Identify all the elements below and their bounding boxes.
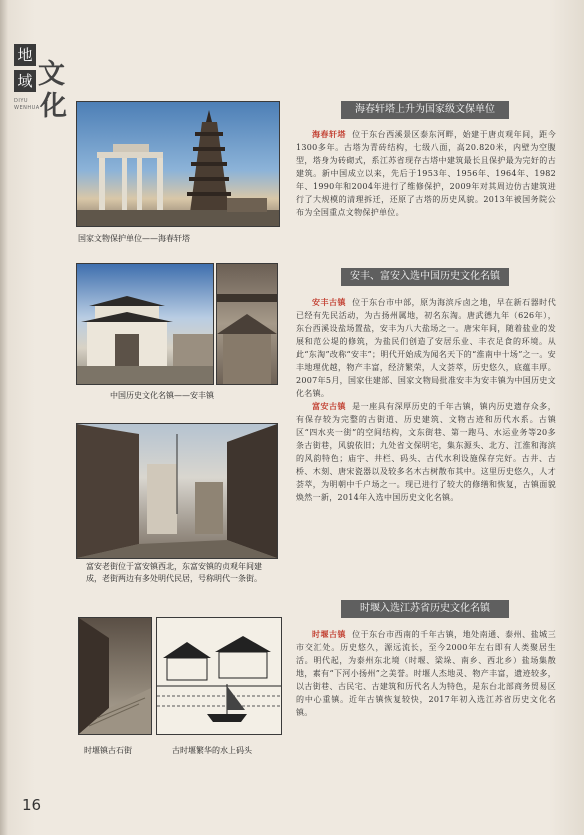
section-banner: 安丰、富安入选中国历史文化名镇 [341, 268, 509, 286]
article-keyword: 安丰古镇 [312, 297, 347, 307]
section-banner: 海春轩塔上升为国家级文保单位 [341, 101, 509, 119]
header-char-box: 地 [14, 44, 36, 66]
header-big-char: 文 [38, 59, 65, 90]
article-section-3 [296, 628, 556, 719]
pagoda-illustration [77, 102, 279, 226]
article-keyword: 富安古镇 [312, 401, 347, 411]
shiyan-caption-1: 时堰镇古石街 [84, 746, 132, 755]
article-body: 位于东台市西南的千年古镇，地处南通、泰州、盐城三市交汇处。历史悠久，源远流长，至今2000年左右即有人类聚居生活。明代起，为泰州东北境（时堰、梁垛、南乡、西北乡）盐场集散地，素有“下河小扬州”之美誉。时堰人杰地灵、物产丰富，遗迹较多，以古街巷、古民宅、古建筑和历代名人为特色，是东台北部商务贸易区的中心重镇。近年古镇恢复较快，2017年初入选江苏省历史文化名镇。 [296, 630, 556, 717]
shiyan-street-photo [78, 617, 152, 735]
article-body: 位于东台市中部，原为海滨斥卤之地，早在新石器时代已经有先民活动，为古扬州属地，初名东淘。唐武德九年（626年），东台西溪设盐场置盐，安丰为八大盐场之一。唐宋年间，随着盐业的发展和范公堤的修筑，为盐民们创造了安居乐业、丰衣足食的环境。从此“东淘”改称“安丰”；明代开始成为闻名天下的“淮南中十场”之一。安丰地理优越，物产丰富，经济繁荣，人文荟萃，历史悠久，底蕴丰厚。2007年5月，国家住建部、国家文物局批准安丰为安丰镇为中国历史文化名镇。 [296, 298, 556, 398]
shiyan-dock-engraving [156, 617, 282, 735]
header-english: DIYU WENHUA [14, 98, 40, 111]
engraving-illustration [157, 618, 281, 734]
article-body: 是一座具有深厚历史的千年古镇，镇内历史遗存众多，有保存较为完整的古街道、历史建筑、文物古迹和历代水系。古镇区“四水夹一街”的空间结构，文东街巷、第一跑马、水运业务等20多条古街巷，风貌依旧；九处省文保明宅，集东源头、北方、江淮和海滨的风韵特色；庙宇、井栏、码头、古代水利设施保存完好。古井、古桥、木刻、唐宋瓷器以及较多名木古树散布其中。这里历史悠久，人才荟萃，为明朝中千户场之一。现已进行了较大的修缮和恢复，古镇面貌焕然一新，2014年入选中国历史文化名镇。 [296, 402, 556, 502]
stone-street-illustration [79, 618, 151, 734]
fuan-caption: 富安老街位于富安镇西北，东富安镇的贞观年间建成，老街两边有多处明代民居，号称明代一条街。 [86, 562, 262, 583]
anfeng-gate-photo [76, 263, 214, 385]
header-char-box: 域 [14, 70, 36, 92]
section-banner: 时堰入选江苏省历史文化名镇 [341, 600, 509, 618]
article-keyword: 时堰古镇 [312, 629, 347, 639]
anfeng-roof-photo [216, 263, 278, 385]
page-number: 16 [22, 796, 42, 814]
roof-illustration [217, 264, 277, 384]
article-keyword: 海春轩塔 [312, 129, 347, 139]
street-illustration [77, 424, 277, 558]
article-body: 位于东台西溪景区泰东河畔，始建于唐贞观年间，距今1300多年。古塔为青砖结构，七级八面，高20.820米，内壁为空腹型，塔身为砖砌式，系江苏省现存古塔中建筑最长且保护最为完好的古建筑。新中国成立以来，先后于1953年、1956年、1964年、1982年、1990年和2004年进行了维修保护，2009年对其周边仿古建筑进行了大规模的清理拆迁，还原了古塔的历史风貌。2013年被国务院公布为全国重点文物保护单位。 [296, 130, 556, 217]
pagoda-photo [76, 101, 280, 227]
anfeng-caption: 中国历史文化名镇——安丰镇 [110, 391, 214, 400]
shiyan-caption-2: 古时堰繁华的水上码头 [172, 746, 252, 755]
fuan-street-photo [76, 423, 278, 559]
article-section-2 [296, 296, 556, 504]
section-header [14, 40, 84, 130]
article-section-1 [296, 128, 556, 219]
pagoda-caption: 国家文物保护单位——海春轩塔 [78, 234, 190, 243]
gate-illustration [77, 264, 213, 384]
page-spine [0, 0, 8, 835]
header-big-char: 化 [40, 91, 67, 122]
